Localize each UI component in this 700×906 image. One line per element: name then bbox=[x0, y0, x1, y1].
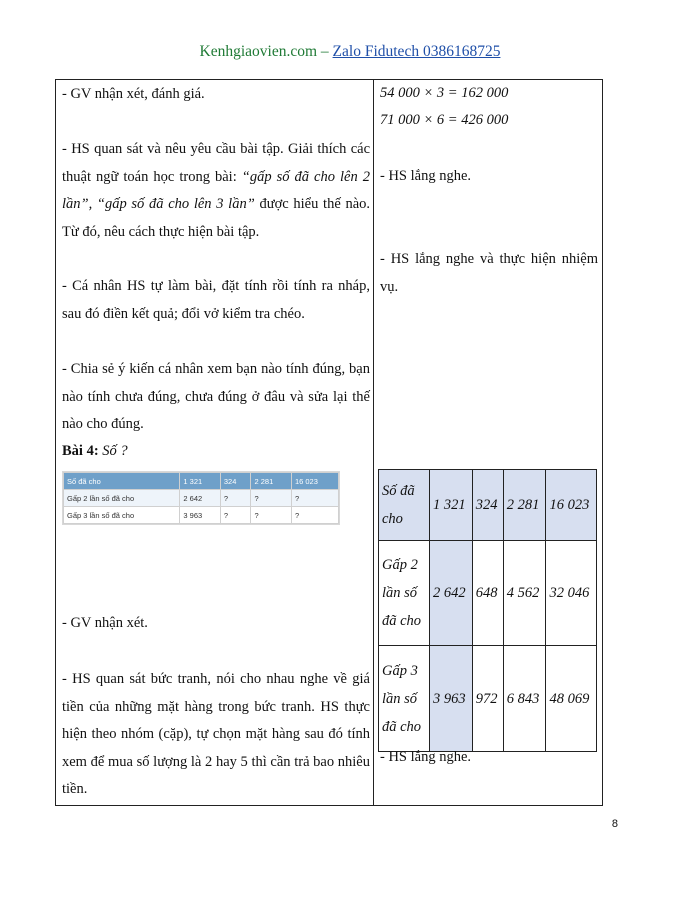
answer-cell: 32 046 bbox=[546, 540, 597, 646]
header-separator: – bbox=[317, 43, 333, 60]
answer-cell: 6 843 bbox=[503, 646, 546, 752]
left-text-share-opinion: - Chia sẻ ý kiến cá nhân xem bạn nào tính đúng, bạn nào tính chưa đúng, chưa đúng ở đâu và sửa lại thế nào cho đúng. bbox=[62, 361, 370, 432]
answer-row bbox=[379, 470, 597, 541]
left-text-hs-observe-b: được hiểu thế nào. Từ đó, nêu cách thực hiện bài tập. bbox=[62, 196, 371, 240]
answer-cell: 648 bbox=[472, 540, 503, 646]
answer-cell: 972 bbox=[472, 646, 503, 752]
image-row bbox=[64, 490, 339, 507]
answer-row-label: Số đã cho bbox=[379, 470, 430, 541]
contact-link[interactable]: Zalo Fidutech 0386168725 bbox=[332, 43, 501, 60]
answer-row bbox=[379, 540, 597, 646]
image-cell: ? bbox=[220, 490, 251, 507]
left-text-hs-observe-quote: “gấp số đã cho lên 2 lần”, “gấp số đã cho lên 3 lần” bbox=[62, 168, 371, 212]
calc-line-1: 54 000 × 3 = 162 000 bbox=[380, 85, 509, 101]
page-header bbox=[0, 43, 700, 61]
image-cell: 2 281 bbox=[251, 473, 291, 490]
answer-cell: 3 963 bbox=[430, 646, 473, 752]
image-cell: 1 321 bbox=[180, 473, 220, 490]
right-text-listen-2: - HS lắng nghe. bbox=[380, 749, 472, 765]
calc-line-2: 71 000 × 6 = 426 000 bbox=[380, 112, 509, 128]
left-text-observe-picture: - HS quan sát bức tranh, nói cho nhau nghe về giá tiền của những mặt hàng trong bức tranh. HS thực hiện theo nhóm (cặp), tự chọn mặt hàng sau đó tính xem để mua số lượng là 2 hay 5 thì cần trả bao nhiêu tiền. bbox=[62, 671, 370, 797]
answer-cell: 4 562 bbox=[503, 540, 546, 646]
image-row bbox=[64, 473, 339, 490]
exercise-4-title: Số ? bbox=[98, 443, 128, 459]
image-cell: 3 963 bbox=[180, 507, 220, 524]
image-cell: ? bbox=[291, 490, 338, 507]
exercise-4-label: Bài 4: bbox=[62, 443, 99, 459]
exercise-4-image bbox=[62, 471, 340, 525]
answer-cell: 16 023 bbox=[546, 470, 597, 541]
image-cell: Gấp 2 lần số đã cho bbox=[64, 490, 180, 507]
image-cell: 16 023 bbox=[291, 473, 338, 490]
left-text-gv-evaluate: - GV nhận xét, đánh giá. bbox=[62, 86, 205, 102]
answer-cell: 324 bbox=[472, 470, 503, 541]
image-row bbox=[64, 507, 339, 524]
right-text-listen-do: - HS lắng nghe và thực hiện nhiệm vụ. bbox=[380, 251, 598, 295]
left-text-individual-work: - Cá nhân HS tự làm bài, đặt tính rồi tính ra nháp, sau đó điền kết quả; đổi vở kiểm tra chéo. bbox=[62, 278, 370, 322]
answer-table bbox=[378, 469, 597, 752]
image-cell: 324 bbox=[220, 473, 251, 490]
answer-cell: 2 642 bbox=[430, 540, 473, 646]
image-cell: ? bbox=[251, 507, 291, 524]
image-cell: Gấp 3 lần số đã cho bbox=[64, 507, 180, 524]
answer-cell: 1 321 bbox=[430, 470, 473, 541]
image-cell: ? bbox=[251, 490, 291, 507]
left-text-gv-comment: - GV nhận xét. bbox=[62, 615, 148, 631]
image-cell: ? bbox=[220, 507, 251, 524]
image-cell: ? bbox=[291, 507, 338, 524]
answer-cell: 2 281 bbox=[503, 470, 546, 541]
answer-row-label: Gấp 3 lần số đã cho bbox=[379, 646, 430, 752]
image-cell: Số đã cho bbox=[64, 473, 180, 490]
site-name: Kenhgiaovien.com bbox=[199, 43, 318, 60]
left-text-hs-observe-a: - HS quan sát và nêu yêu cầu bài tập. Giải thích các thuật ngữ toán học trong bài: bbox=[62, 141, 370, 185]
column-divider bbox=[373, 79, 374, 806]
image-cell: 2 642 bbox=[180, 490, 220, 507]
answer-row bbox=[379, 646, 597, 752]
answer-cell: 48 069 bbox=[546, 646, 597, 752]
page-number: 8 bbox=[611, 818, 618, 830]
answer-row-label: Gấp 2 lần số đã cho bbox=[379, 540, 430, 646]
exercise-4-heading bbox=[62, 438, 370, 466]
left-text-hs-observe bbox=[62, 136, 370, 246]
right-text-listen-1: - HS lắng nghe. bbox=[380, 168, 472, 184]
